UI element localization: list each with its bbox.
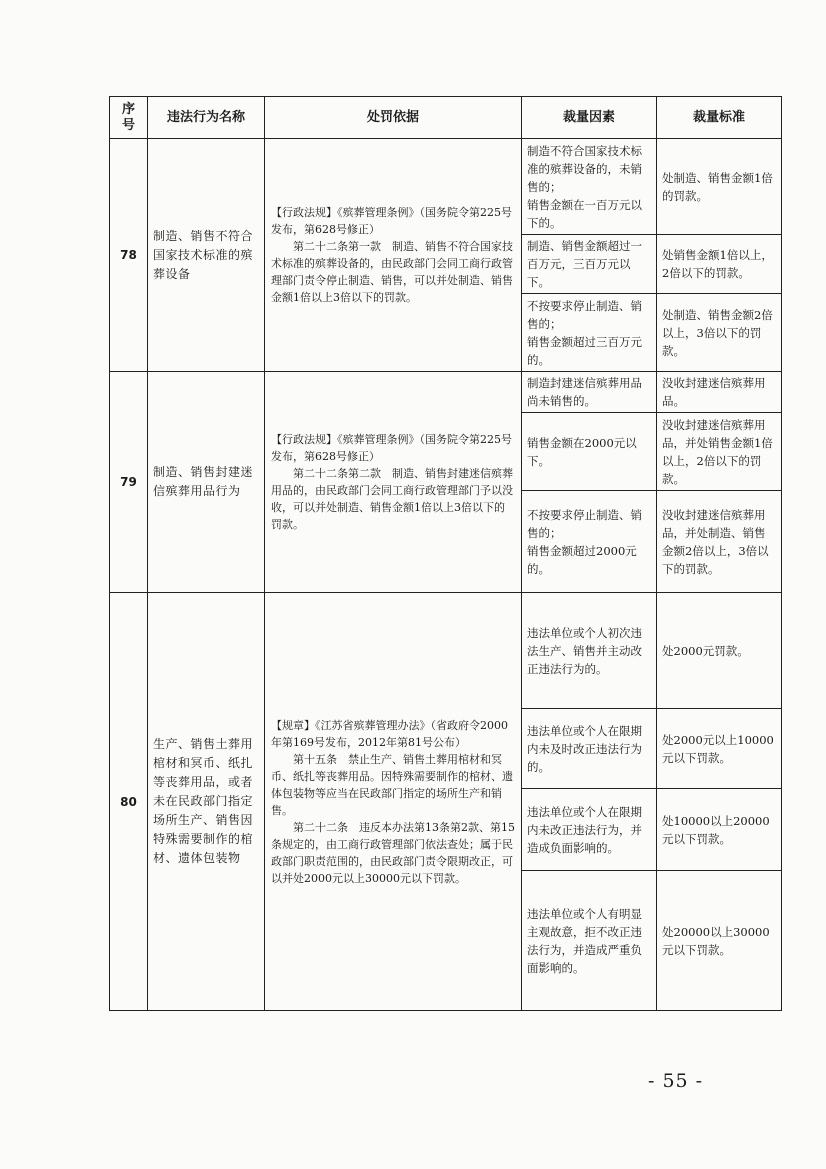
factor-line: 制造、销售金额超过一百万元，三百万元以下。	[527, 239, 642, 289]
page-number: - 55 -	[648, 1070, 704, 1092]
factor-line: 销售金额超过2000元的。	[527, 543, 637, 576]
header-basis: 处罚依据	[265, 97, 522, 139]
row-penalty-basis	[265, 372, 522, 593]
factor-line: 制造不符合国家技术标准的殡葬设备的，未销售的；	[527, 143, 642, 194]
header-standard: 裁量标准	[657, 97, 782, 139]
standard-cell: 处2000元以上10000元以下罚款。	[657, 709, 782, 789]
factor-line: 违法单位或个人初次违法生产、销售并主动改正违法行为的。	[527, 625, 642, 676]
factor-cell	[522, 491, 657, 593]
standard-cell: 处制造、销售金额2倍以上，3倍以下的罚款。	[657, 294, 782, 372]
factor-cell	[522, 139, 657, 235]
row-seq: 80	[110, 593, 148, 1011]
standard-cell: 没收封建迷信殡葬用品。	[657, 372, 782, 413]
standard-cell: 没收封建迷信殡葬用品，并处制造、销售金额2倍以上，3倍以下的罚款。	[657, 491, 782, 593]
header-name: 违法行为名称	[148, 97, 265, 139]
factor-line: 销售金额超过三百万元的。	[527, 334, 642, 367]
factor-cell	[522, 413, 657, 491]
standard-cell: 没收封建迷信殡葬用品，并处销售金额1倍以上，2倍以下的罚款。	[657, 413, 782, 491]
row-seq: 78	[110, 139, 148, 372]
basis-body: 第二十二条第一款 制造、销售不符合国家技术标准的殡葬设备的，由民政部门会同工商行政管理部门责令停止制造、销售，可以并处制造、销售金额1倍以上3倍以下的罚款。	[271, 240, 513, 304]
header-seq: 序号	[110, 97, 148, 139]
standard-cell: 处制造、销售金额1倍的罚款。	[657, 139, 782, 235]
factor-cell	[522, 593, 657, 709]
factor-line: 不按要求停止制造、销售的；	[527, 298, 642, 331]
factor-line: 不按要求停止制造、销售的；	[527, 507, 642, 540]
row-penalty-basis	[265, 593, 522, 1011]
row-violation-name: 制造、销售封建迷信殡葬用品行为	[148, 372, 265, 593]
header-factor: 裁量因素	[522, 97, 657, 139]
basis-body: 第十五条 禁止生产、销售土葬用棺材和冥币、纸扎等丧葬用品。因特殊需要制作的棺材、遗体包装物等应当在民政部门指定的场所生产和销售。	[271, 752, 513, 817]
factor-line: 违法单位或个人有明显主观故意，拒不改正违法行为，并造成严重负面影响的。	[527, 906, 642, 975]
factor-cell	[522, 789, 657, 871]
table-row	[110, 593, 782, 709]
row-penalty-basis	[265, 139, 522, 372]
table-row	[110, 372, 782, 413]
factor-cell	[522, 372, 657, 413]
factor-cell	[522, 709, 657, 789]
penalty-discretion-table	[109, 96, 782, 1011]
factor-line: 销售金额在2000元以下。	[527, 435, 637, 468]
standard-cell: 处2000元罚款。	[657, 593, 782, 709]
table-row	[110, 139, 782, 235]
standard-cell: 处销售金额1倍以上，2倍以下的罚款。	[657, 235, 782, 294]
basis-body: 第二十二条第二款 制造、销售封建迷信殡葬用品的，由民政部门会同工商行政管理部门予以没收，可以并处制造、销售金额1倍以上3倍以下的罚款。	[271, 467, 513, 531]
factor-cell	[522, 235, 657, 294]
basis-title: 【行政法规】《殡葬管理条例》（国务院令第225号发布，第628号修正）	[271, 433, 512, 463]
basis-title: 【规章】《江苏省殡葬管理办法》（省政府令2000年第169号发布，2012年第81号公布）	[271, 718, 508, 749]
row-violation-name: 制造、销售不符合国家技术标准的殡葬设备	[148, 139, 265, 372]
standard-cell: 处20000以上30000元以下罚款。	[657, 871, 782, 1011]
factor-line: 违法单位或个人在限期内未改正违法行为，并造成负面影响的。	[527, 804, 642, 855]
factor-cell	[522, 294, 657, 372]
table-header-row	[110, 97, 782, 139]
row-violation-name: 生产、销售土葬用棺材和冥币、纸扎等丧葬用品，或者未在民政部门指定场所生产、销售因特殊需要制作的棺材、遗体包装物	[148, 593, 265, 1011]
factor-cell	[522, 871, 657, 1011]
row-seq: 79	[110, 372, 148, 593]
factor-line: 违法单位或个人在限期内未及时改正违法行为的。	[527, 723, 642, 774]
standard-cell: 处10000以上20000元以下罚款。	[657, 789, 782, 871]
factor-line: 制造封建迷信殡葬用品尚未销售的。	[527, 376, 642, 408]
basis-body: 第二十二条 违反本办法第13条第2款、第15条规定的，由工商行政管理部门依法查处；属于民政部门职责范围的，由民政部门责令限期改正，可以并处2000元以上30000元以下罚款。	[271, 820, 515, 885]
basis-title: 【行政法规】《殡葬管理条例》（国务院令第225号发布，第628号修正）	[271, 206, 512, 236]
factor-line: 销售金额在一百万元以下的。	[527, 197, 642, 230]
